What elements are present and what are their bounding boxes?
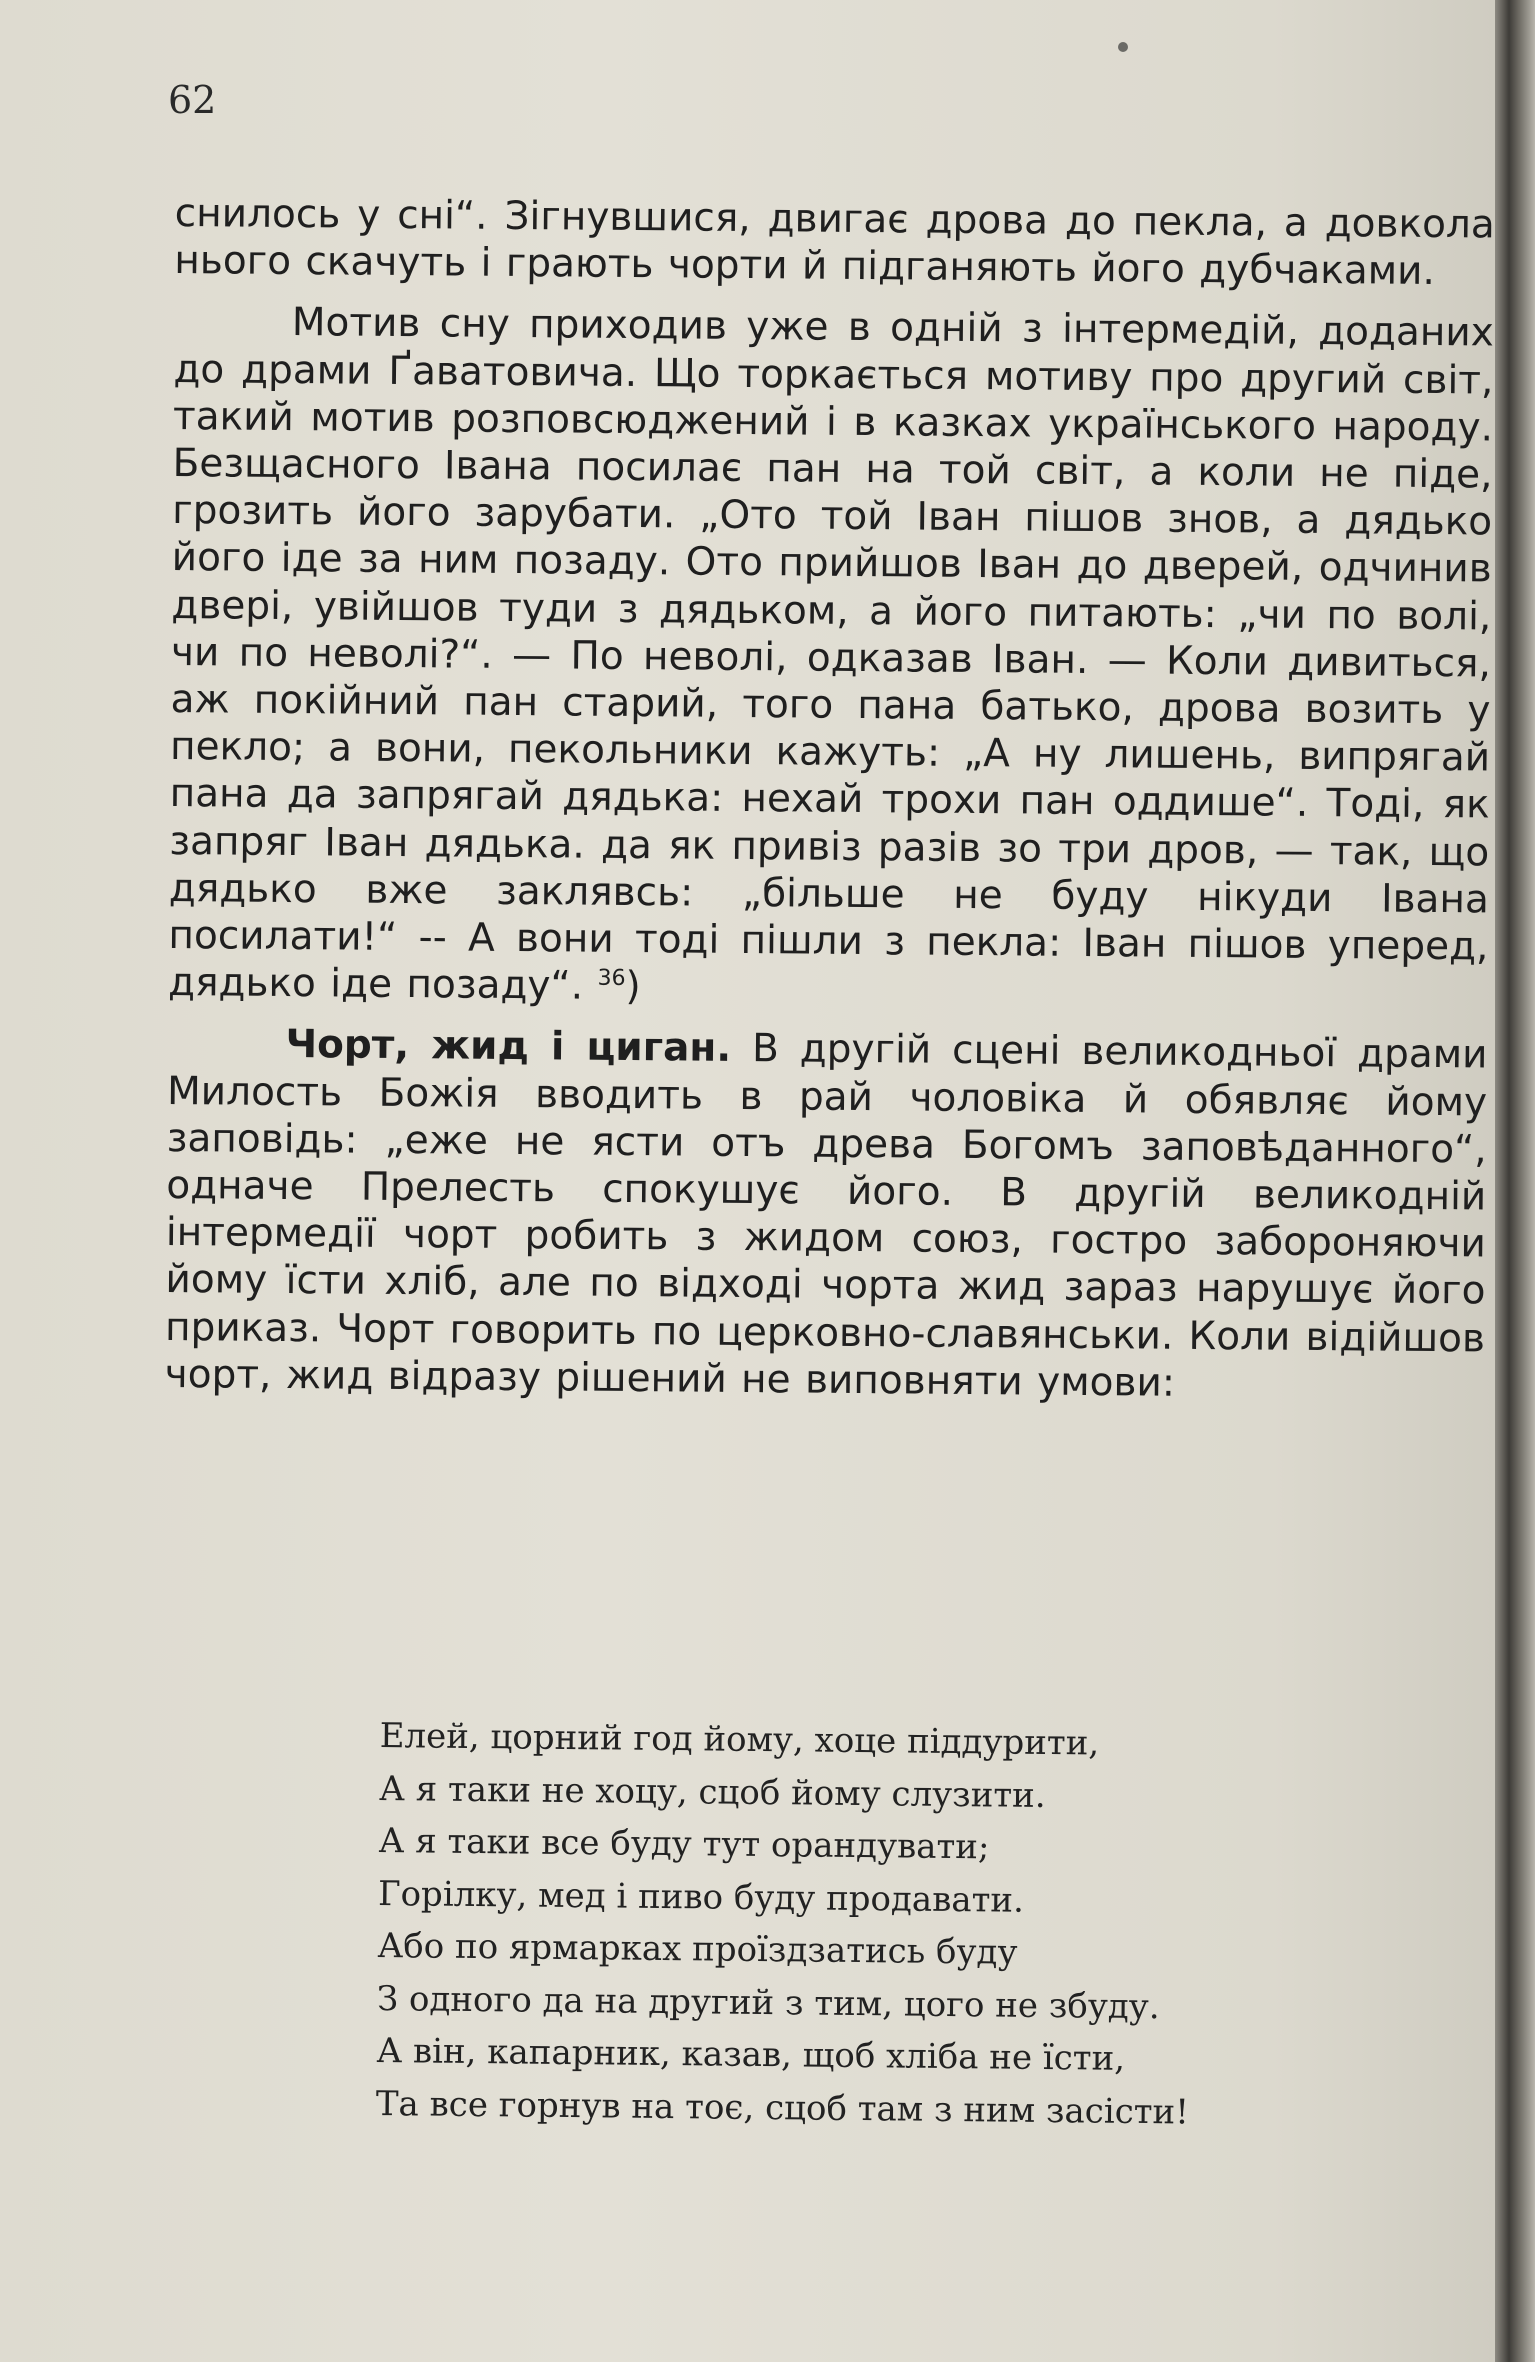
verse-line: Або по ярмарках проїздзатись буду [377,1925,1018,1973]
verse-line: А я таки не хоцу, сцоб йому слузити. [378,1768,1046,1816]
book-binding-edge [1495,0,1535,2362]
verse-line: А я таки все буду тут орандувати; [378,1820,990,1868]
paragraph-1-text: снилось у сні“. Зігнувшися, двигає дрова до пекла, а довкола нього скачуть і грають чорти й підганяють його дубчаками. [174,190,1495,295]
body-text [164,190,1495,1424]
section-heading: Чорт, жид і циган. [285,1022,732,1072]
paragraph-3-text: В другій сцені великодньої драми Милость Божія вводить в рай чоловіка й обявляє йому заповідь: „еже не ясти отъ древа Богомъ заповѣданного“, одначе Прелесть спокушує його. В другій великодній інтермедії чорт робить з жидом союз, гостро забороняючи йому їсти хліб, але по відході чорта жид зараз нарушує його приказ. Чорт говорить по церковно-славянськи. Коли відійшов чорт, жид відразу рішений не виповняти умови: [164,1026,1488,1406]
verse-line: З одного да на другий з тим, цого не збуду. [376,1978,1160,2027]
verse-block [376,1710,1440,2141]
verse-line: Горілку, мед і пиво буду продавати. [377,1873,1025,1921]
verse-line: Та все горнув на тоє, сцоб там з ним засісти! [375,2083,1190,2132]
paragraph-2-text: Мотив сну приходив уже в одній з інтермедій, доданих до драми Ґаватовича. Що торкається мотиву про другий світ, такий мотив розповсюджений і в казках українського народу. Безщасного Івана посилає пан на той світ, а коли не піде, грозить його зарубати. „Ото той Іван пішов знов, а дядько його іде за ним позаду. Ото прийшов Іван до дверей, одчинив двері, увійшов туди з дядьком, а його питають: „чи по волі, чи по неволі?“. — По неволі, одказав Іван. — Коли дивиться, аж покійний пан старий, того пана батько, дрова возить у пекло; а вони, пекольники кажуть: „А ну лишень, випрягай пана да запрягай дядька: нехай трохи пан оддише“. Тоді, як запряг Іван дядька. да як привіз разів зо три дров, — так, що дядько вже заклявсь: „більше не буду нікуди Івана посилати!“ -- А вони тоді пішли з пекла: Іван пішов уперед, дядько іде позаду“. [167,300,1494,1009]
verse-line: Елей, цорний год йому, хоце піддурити, [379,1715,1100,1764]
footnote-close: ) [625,964,641,1010]
verse-line: А він, капарник, казав, щоб хліба не їсти, [376,2030,1126,2079]
paragraph-3 [164,1020,1487,1409]
page-number: 62 [168,78,217,122]
paper-speck [1118,42,1128,52]
paragraph-2 [168,298,1494,1018]
footnote-marker: 36 [597,965,626,992]
paragraph-1 [174,190,1495,296]
